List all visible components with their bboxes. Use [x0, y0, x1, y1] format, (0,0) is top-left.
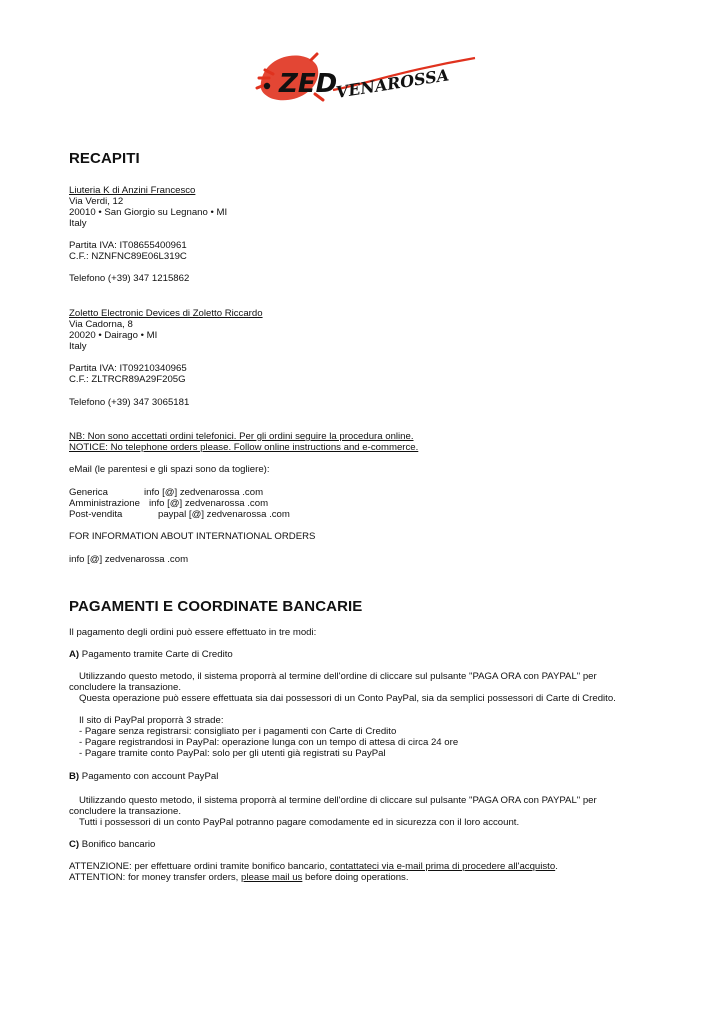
company2-cf: C.F.: ZLTRCR89A29F205G — [69, 374, 186, 385]
email-row-post-vendita — [69, 509, 290, 520]
payment-a-line: Questa operazione può essere effettuata sia dai possessori di un Conto PayPal, sia da semplici possessori di Carte di Credito. — [79, 693, 616, 704]
payment-a-line: concludere la transazione. — [69, 682, 181, 693]
payment-c-letter: C) — [69, 839, 80, 850]
attention-it — [69, 861, 558, 872]
notice-block — [69, 431, 418, 453]
attention-it-end: . — [555, 861, 558, 872]
email-value: info [@] zedvenarossa .com — [149, 498, 269, 509]
section-title-recapiti: RECAPITI — [69, 150, 140, 167]
email-label: Amministrazione — [69, 498, 140, 509]
zed-venarossa-logo — [255, 48, 480, 110]
payment-a-desc — [69, 671, 616, 704]
company2-country: Italy — [69, 341, 87, 352]
company2-tax-block — [69, 363, 187, 385]
company1-name[interactable]: Liuteria K di Anzini Francesco — [69, 185, 196, 196]
company1-tax-block — [69, 240, 187, 262]
payment-a-line: Utilizzando questo metodo, il sistema proporrà al termine dell'ordine di cliccare sul pulsante "PAGA ORA con PAYPAL" per — [79, 671, 597, 682]
payment-intro: Il pagamento degli ordini può essere effettuato in tre modi: — [69, 627, 317, 638]
payment-c-title: Bonifico bancario — [81, 839, 156, 850]
intl-email: info [@] zedvenarossa .com — [69, 554, 189, 565]
payment-b-line: Utilizzando questo metodo, il sistema proporrà al termine dell'ordine di cliccare sul pulsante "PAGA ORA con PAYPAL" per — [79, 795, 597, 806]
company1-address2: 20010 • San Giorgio su Legnano • MI — [69, 207, 228, 218]
email-intro: eMail (le parentesi e gli spazi sono da togliere): — [69, 464, 270, 475]
email-label: Generica — [69, 487, 108, 498]
company2-piva: Partita IVA: IT09210340965 — [69, 363, 187, 374]
company1-cf: C.F.: NZNFNC89E06L319C — [69, 251, 187, 262]
brand-left: ZED — [279, 69, 338, 99]
payment-a-title: Pagamento tramite Carte di Credito — [81, 649, 233, 660]
payment-a-heading — [69, 649, 233, 660]
brand-right: VENAROSSA — [334, 65, 451, 102]
payment-c-heading — [69, 839, 155, 850]
payment-b-desc — [69, 795, 597, 828]
attention-en-end: before doing operations. — [302, 872, 409, 883]
email-value: info [@] zedvenarossa .com — [144, 487, 264, 498]
section-title-pagamenti: PAGAMENTI E COORDINATE BANCARIE — [69, 598, 363, 615]
payment-b-heading — [69, 771, 218, 782]
company1-address1: Via Verdi, 12 — [69, 196, 124, 207]
notice-en: NOTICE: No telephone orders please. Follow online instructions and e-commerce. — [69, 442, 419, 453]
email-label: Post-vendita — [69, 509, 123, 520]
payment-a-letter: A) — [69, 649, 80, 660]
attention-en — [69, 872, 558, 883]
payment-a-option: Il sito di PayPal proporrà 3 strade: — [79, 715, 224, 726]
attention-it-text: ATTENZIONE: per effettuare ordini tramite bonifico bancario, — [69, 861, 330, 872]
payment-b-line: Tutti i possessori di un conto PayPal potranno pagare comodamente ed in sicurezza con il loro account. — [79, 817, 520, 828]
company2-phone: Telefono (+39) 347 3065181 — [69, 397, 190, 408]
email-row-generica — [69, 487, 290, 498]
email-row-amministrazione — [69, 498, 290, 509]
logo — [255, 48, 480, 110]
payment-a-option: - Pagare tramite conto PayPal: solo per gli utenti già registrati su PayPal — [79, 748, 386, 759]
company1-piva: Partita IVA: IT08655400961 — [69, 240, 187, 251]
intl-heading: FOR INFORMATION ABOUT INTERNATIONAL ORDERS — [69, 531, 316, 542]
payment-b-letter: B) — [69, 771, 80, 782]
attention-block — [69, 861, 558, 883]
attention-en-link[interactable]: please mail us — [241, 872, 303, 883]
company2-block — [69, 308, 263, 352]
attention-en-text: ATTENTION: for money transfer orders, — [69, 872, 242, 883]
payment-a-option: - Pagare registrandosi in PayPal: operazione lunga con un tempo di attesa di circa 24 ore — [79, 737, 459, 748]
email-list — [69, 487, 290, 520]
company1-country: Italy — [69, 218, 87, 229]
attention-it-link[interactable]: contattateci via e-mail prima di procedere all'acquisto — [329, 861, 556, 872]
payment-b-line: concludere la transazione. — [69, 806, 181, 817]
company1-phone: Telefono (+39) 347 1215862 — [69, 273, 190, 284]
email-value: paypal [@] zedvenarossa .com — [158, 509, 290, 520]
company2-address1: Via Cadorna, 8 — [69, 319, 133, 330]
company2-address2: 20020 • Dairago • MI — [69, 330, 158, 341]
company1-block — [69, 185, 227, 229]
payment-a-option: - Pagare senza registrarsi: consigliato per i pagamenti con Carte di Credito — [79, 726, 397, 737]
payment-a-options — [69, 715, 458, 759]
payment-b-title: Pagamento con account PayPal — [81, 771, 219, 782]
company2-name[interactable]: Zoletto Electronic Devices di Zoletto Riccardo — [69, 308, 263, 319]
notice-it: NB: Non sono accettati ordini telefonici. Per gli ordini seguire la procedura online. — [69, 431, 414, 442]
